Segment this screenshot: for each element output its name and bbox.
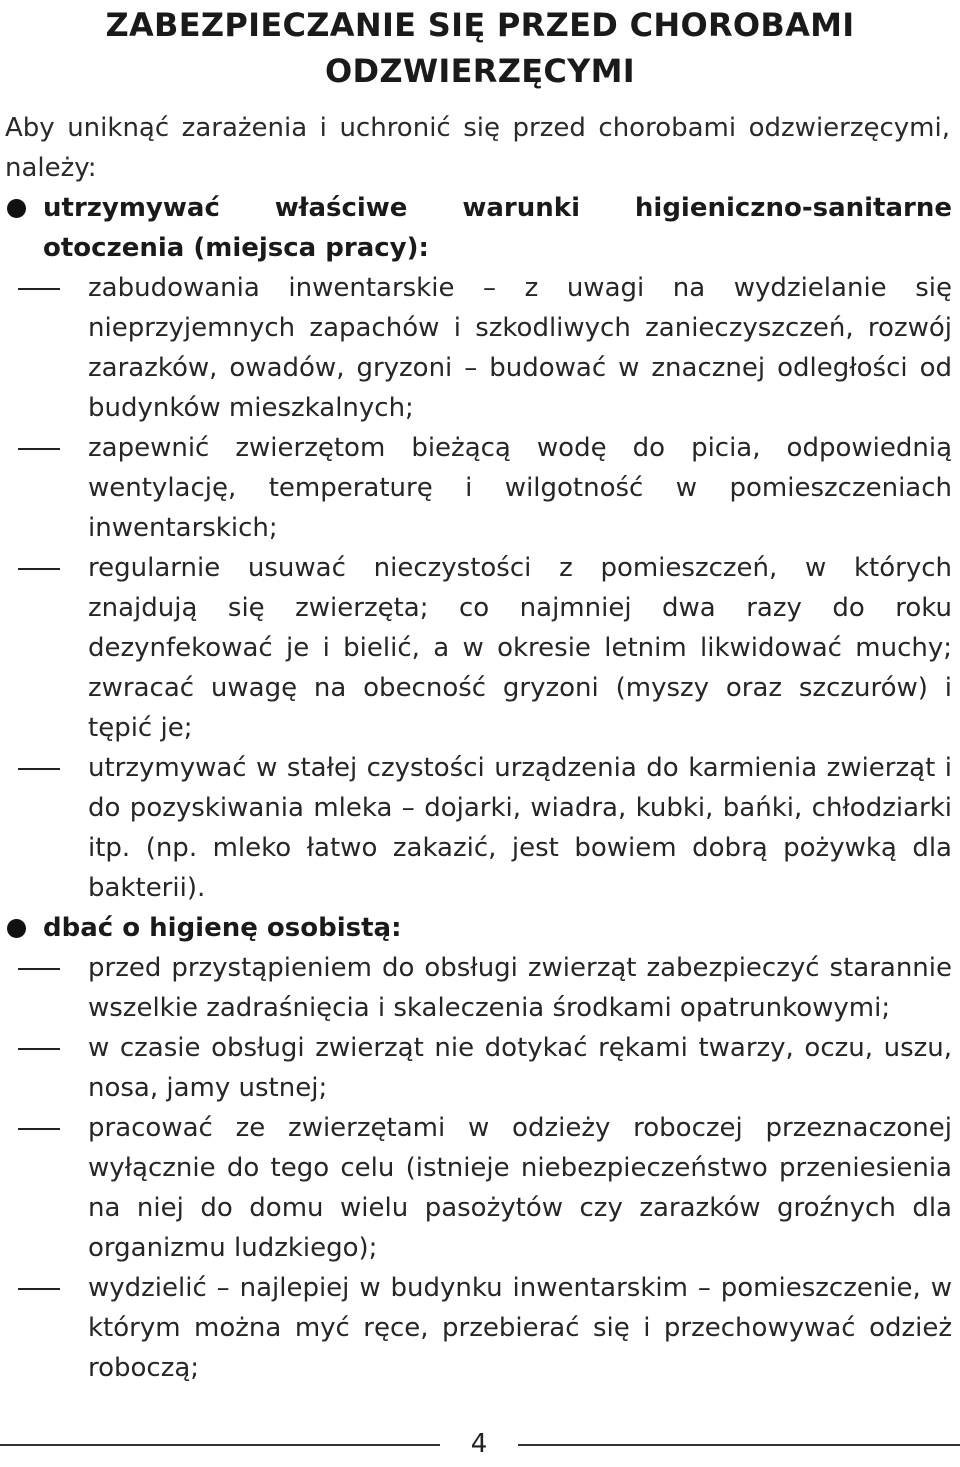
page-footer: [0, 1424, 960, 1464]
page-title: [0, 0, 960, 94]
list-item-text: w czasie obsługi zwierząt nie dotykać rękami twarzy, oczu, uszu, nosa, jamy ustnej;: [88, 1033, 952, 1103]
footer-rule-right: [518, 1444, 960, 1446]
section-heading: [0, 908, 960, 948]
dash-icon: [18, 768, 60, 770]
dash-icon: [18, 288, 60, 290]
section-heading-text: dbać o higienę osobistą:: [43, 913, 402, 943]
list-item: [0, 548, 960, 748]
list-item: [0, 948, 960, 1028]
list-item: [0, 1108, 960, 1268]
list-item: [0, 748, 960, 908]
section-item-list: [0, 948, 960, 1388]
list-item-text: wydzielić – najlepiej w budynku inwentarskim – pomieszczenie, w którym można myć ręce, przebierać się i przechowywać odzież roboczą;: [88, 1273, 952, 1383]
dash-icon: [18, 448, 60, 450]
section-heading-text: utrzymywać właściwe warunki higieniczno-sanitarne otoczenia (miejsca pracy):: [43, 193, 952, 263]
list-item-text: regularnie usuwać nieczystości z pomieszczeń, w których znajdują się zwierzęta; co najmniej dwa razy do roku dezynfekować je i bielić, a w okresie letnim likwidować muchy; zwracać uwagę na obecność gryzoni (myszy oraz szczurów) i tępić je;: [88, 553, 952, 743]
section-personal-hygiene: [0, 908, 960, 1388]
section-heading: [0, 188, 960, 268]
list-item-text: pracować ze zwierzętami w odzieży roboczej przeznaczonej wyłącznie do tego celu (istnieje niebezpieczeństwo przeniesienia na niej do domu wielu pasożytów czy zarazków groźnych dla organizmu ludzkiego);: [88, 1113, 952, 1263]
list-item-text: zabudowania inwentarskie – z uwagi na wydzielanie się nieprzyjemnych zapachów i szkodliwych zanieczyszczeń, rozwój zarazków, owadów, gryzoni – budować w znacznej odległości od budynków mieszkalnych;: [88, 273, 952, 423]
dash-icon: [18, 1128, 60, 1130]
list-item: [0, 428, 960, 548]
list-item-text: utrzymywać w stałej czystości urządzenia do karmienia zwierząt i do pozyskiwania mleka – dojarki, wiadra, kubki, bańki, chłodziarki itp. (np. mleko łatwo zakazić, jest bowiem dobrą pożywką dla bakterii).: [88, 753, 952, 903]
dash-icon: [18, 1048, 60, 1050]
page-number: 4: [470, 1429, 488, 1459]
bullet-icon: [7, 919, 26, 938]
dash-icon: [18, 1288, 60, 1290]
footer-rule-left: [0, 1444, 440, 1446]
list-item-text: zapewnić zwierzętom bieżącą wodę do picia, odpowiednią wentylację, temperaturę i wilgotność w pomieszczeniach inwentarskich;: [88, 433, 952, 543]
list-item: [0, 1028, 960, 1108]
dash-icon: [18, 968, 60, 970]
list-item: [0, 1268, 960, 1388]
bullet-icon: [7, 199, 26, 218]
intro-paragraph: Aby uniknąć zarażenia i uchronić się przed chorobami odzwierzęcymi, należy:: [5, 113, 950, 183]
dash-icon: [18, 568, 60, 570]
list-item: [0, 268, 960, 428]
section-item-list: [0, 268, 960, 908]
page-title-text: ZABEZPIECZANIE SIĘ PRZED CHOROBAMI ODZWIERZĘCYMI: [105, 6, 855, 90]
section-hygiene-environment: [0, 188, 960, 908]
list-item-text: przed przystąpieniem do obsługi zwierząt zabezpieczyć starannie wszelkie zadraśnięcia i skaleczenia środkami opatrunkowymi;: [88, 953, 952, 1023]
